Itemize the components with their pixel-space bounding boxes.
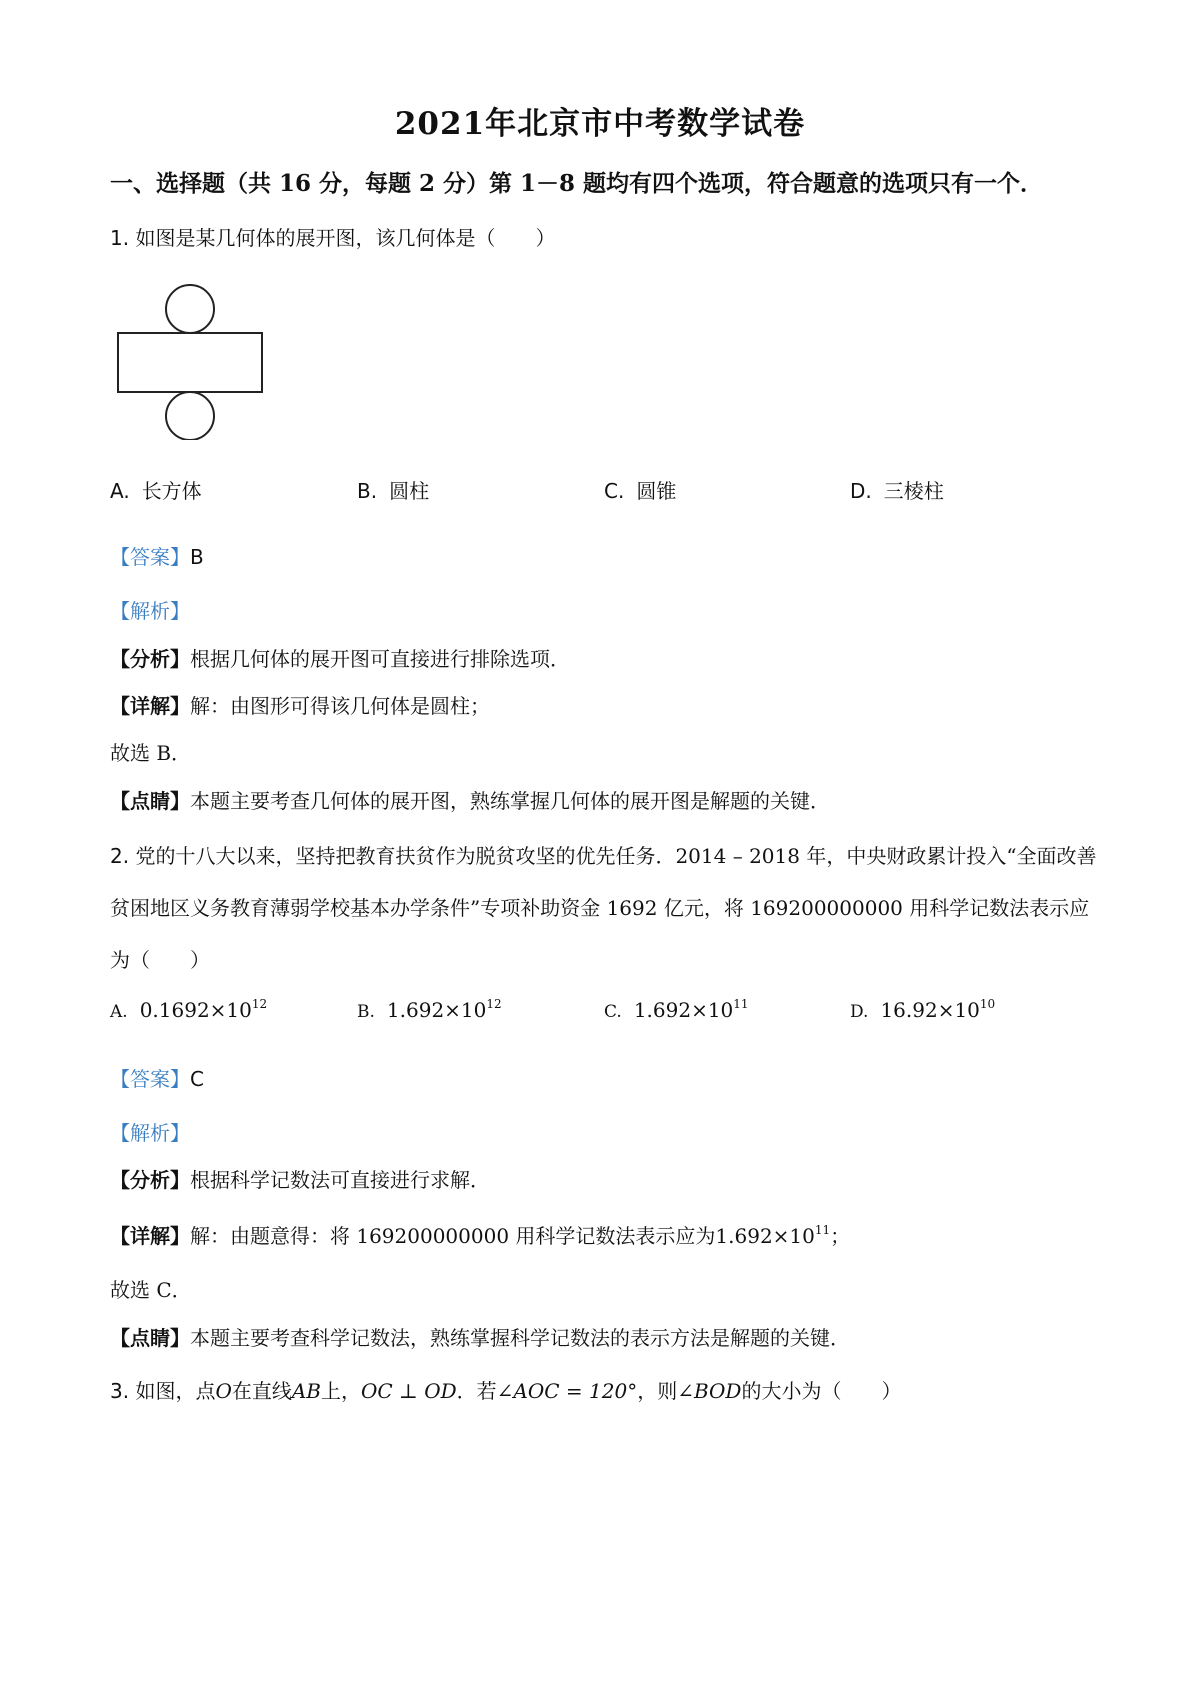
q1-option-b[interactable]: B. 圆柱 [357, 479, 430, 503]
q1-option-c[interactable]: C. 圆锥 [604, 479, 677, 503]
top-circle [166, 285, 214, 333]
q1-fenxi: 【分析】根据几何体的展开图可直接进行排除选项． [110, 647, 570, 671]
q2-choose: 故选 C． [110, 1278, 192, 1302]
q2-option-d[interactable]: D. $16.92\times 10^{10}$ [850, 997, 996, 1022]
q1-option-a[interactable]: A. 长方体 [110, 479, 202, 503]
q2-fenxi: 【分析】根据科学记数法可直接进行求解． [110, 1168, 490, 1192]
page-title: 2021年北京市中考数学试卷 [394, 106, 806, 142]
question-text: 如图是某几何体的展开图，该几何体是（ ） [135, 226, 556, 250]
question-2-stem [110, 830, 1100, 986]
net-rectangle [118, 333, 262, 392]
question-number: 1. [110, 226, 130, 250]
q2-option-b[interactable]: B. $1.692\times 10^{12}$ [357, 997, 502, 1022]
q2-option-c[interactable]: C. $1.692\times 10^{11}$ [604, 997, 749, 1022]
q2-dianjing: 【点睛】本题主要考查科学记数法，熟练掌握科学记数法的表示方法是解题的关键． [110, 1326, 850, 1350]
question-1-stem [110, 222, 555, 251]
question-3-stem: 3. 如图，点O在直线AB上，OC ⊥ OD．若∠AOC = 120°，则∠BOD的大小为（ ） [110, 1379, 902, 1403]
q1-dianjing: 【点睛】本题主要考查几何体的展开图，熟练掌握几何体的展开图是解题的关键． [110, 789, 830, 813]
q1-option-d[interactable]: D. 三棱柱 [850, 479, 944, 503]
bottom-circle [166, 392, 214, 440]
q1-choose: 故选 B． [110, 741, 192, 765]
q1-analysis-label: 【解析】 [110, 599, 190, 623]
q2-analysis-label: 【解析】 [110, 1121, 190, 1145]
q2-xiangjie: 【详解】解：由题意得：将 169200000000 用科学记数法表示应为$1.692\times 10^{11}$； [110, 1223, 851, 1248]
q2-answer: 【答案】C [110, 1067, 204, 1091]
question-number: 3. [110, 1379, 130, 1403]
question-number: 2. [110, 844, 130, 868]
q1-answer: 【答案】B [110, 545, 204, 569]
section-heading: 一、选择题（共 16 分，每题 2 分）第 1－8 题均有四个选项，符合题意的选项只有一个． [110, 170, 1044, 197]
q1-xiangjie: 【详解】解：由图形可得该几何体是圆柱； [110, 694, 490, 718]
q2-option-a[interactable]: A. $0.1692\times 10^{12}$ [110, 997, 268, 1022]
question-text: 党的十八大以来，坚持把教育扶贫作为脱贫攻坚的优先任务．2014 – 2018 年，中央财政累计投入“全面改善贫困地区义务教育薄弱学校基本办学条件”专项补助资金 1692 亿元，将 169200000000 用科学记数法表示应为（ ） [110, 844, 1097, 972]
cylinder-net-figure [110, 280, 270, 440]
